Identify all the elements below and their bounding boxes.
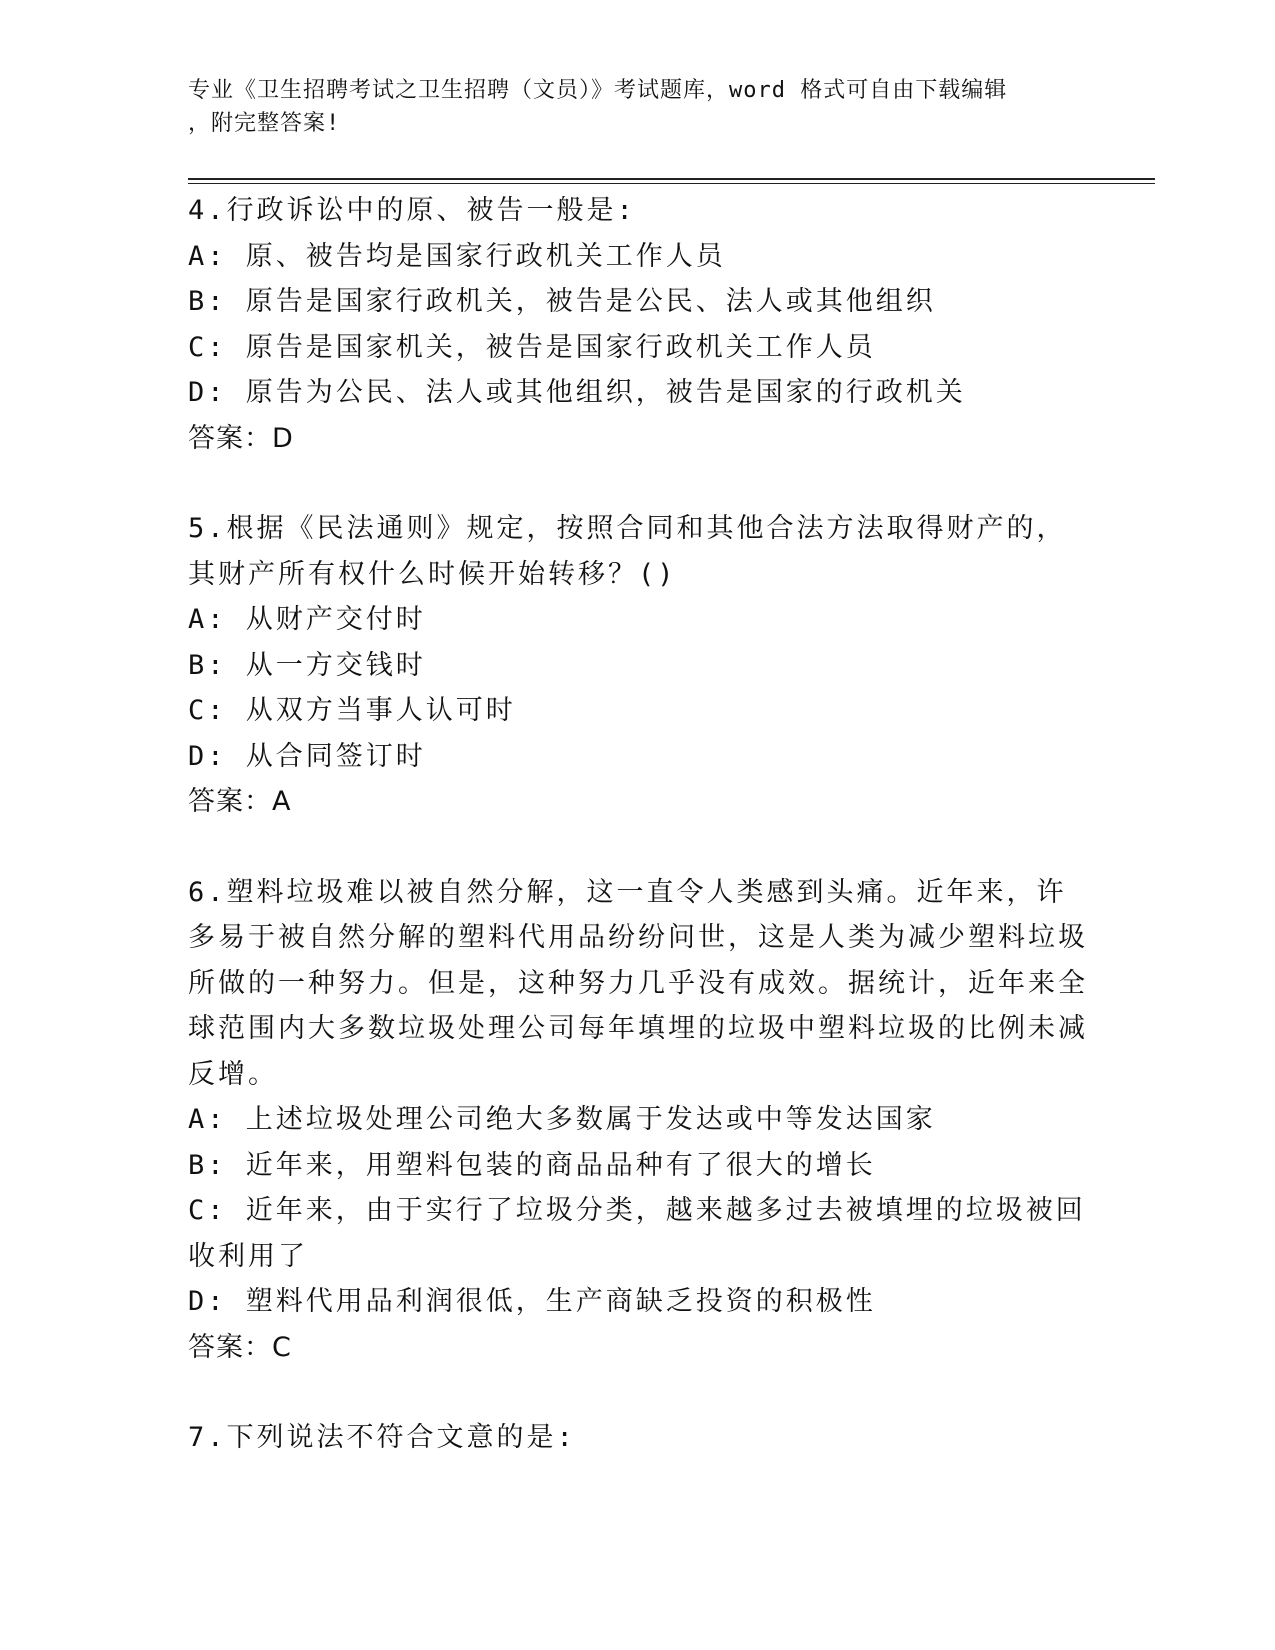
option-d: D: 从合同签订时 (188, 740, 426, 772)
option-b: B: 从一方交钱时 (188, 649, 426, 681)
answer-line: 答案：A (188, 786, 292, 817)
header-divider-thin (188, 183, 1155, 184)
option-c: C: 从双方当事人认可时 (188, 695, 516, 726)
question-4 (188, 188, 1088, 461)
question-6 (188, 870, 1088, 1371)
question-5 (188, 506, 1088, 825)
option-a: A: 从财产交付时 (188, 604, 426, 635)
option-d: D: 原告为公民、法人或其他组织，被告是国家的行政机关 (188, 377, 966, 408)
question-list (188, 188, 1088, 1461)
document-header (188, 74, 1068, 140)
question-text: 4.行政诉讼中的原、被告一般是: (188, 195, 636, 226)
header-line-2: ，附完整答案! (188, 111, 341, 136)
option-c: C: 原告是国家机关，被告是国家行政机关工作人员 (188, 331, 876, 363)
question-text: 7.下列说法不符合文意的是: (188, 1422, 576, 1453)
question-text: 5.根据《民法通则》规定，按照合同和其他合法方法取得财产的，其财产所有权什么时候开始转移？() (188, 513, 1067, 590)
question-7 (188, 1415, 1088, 1461)
header-divider-thick (188, 178, 1155, 180)
option-c: C: 近年来，由于实行了垃圾分类，越来越多过去被填埋的垃圾被回收利用了 (188, 1195, 1086, 1272)
option-d: D: 塑料代用品利润很低，生产商缺乏投资的积极性 (188, 1286, 876, 1317)
header-line-1: 专业《卫生招聘考试之卫生招聘（文员）》考试题库，word 格式可自由下载编辑 (188, 78, 1008, 103)
option-a: A: 原、被告均是国家行政机关工作人员 (188, 240, 726, 272)
answer-line: 答案：D (188, 422, 294, 454)
option-b: B: 近年来，用塑料包装的商品品种有了很大的增长 (188, 1149, 876, 1181)
question-text: 6.塑料垃圾难以被自然分解，这一直令人类感到头痛。近年来，许多易于被自然分解的塑料代用品纷纷问世，这是人类为减少塑料垃圾所做的一种努力。但是，这种努力几乎没有成效。据统计，近年来全球范围内大多数垃圾处理公司每年填埋的垃圾中塑料垃圾的比例未减反增。 (188, 876, 1088, 1090)
option-b: B: 原告是国家行政机关，被告是公民、法人或其他组织 (188, 286, 936, 317)
option-a: A: 上述垃圾处理公司绝大多数属于发达或中等发达国家 (188, 1104, 936, 1135)
answer-line: 答案：C (188, 1331, 292, 1363)
